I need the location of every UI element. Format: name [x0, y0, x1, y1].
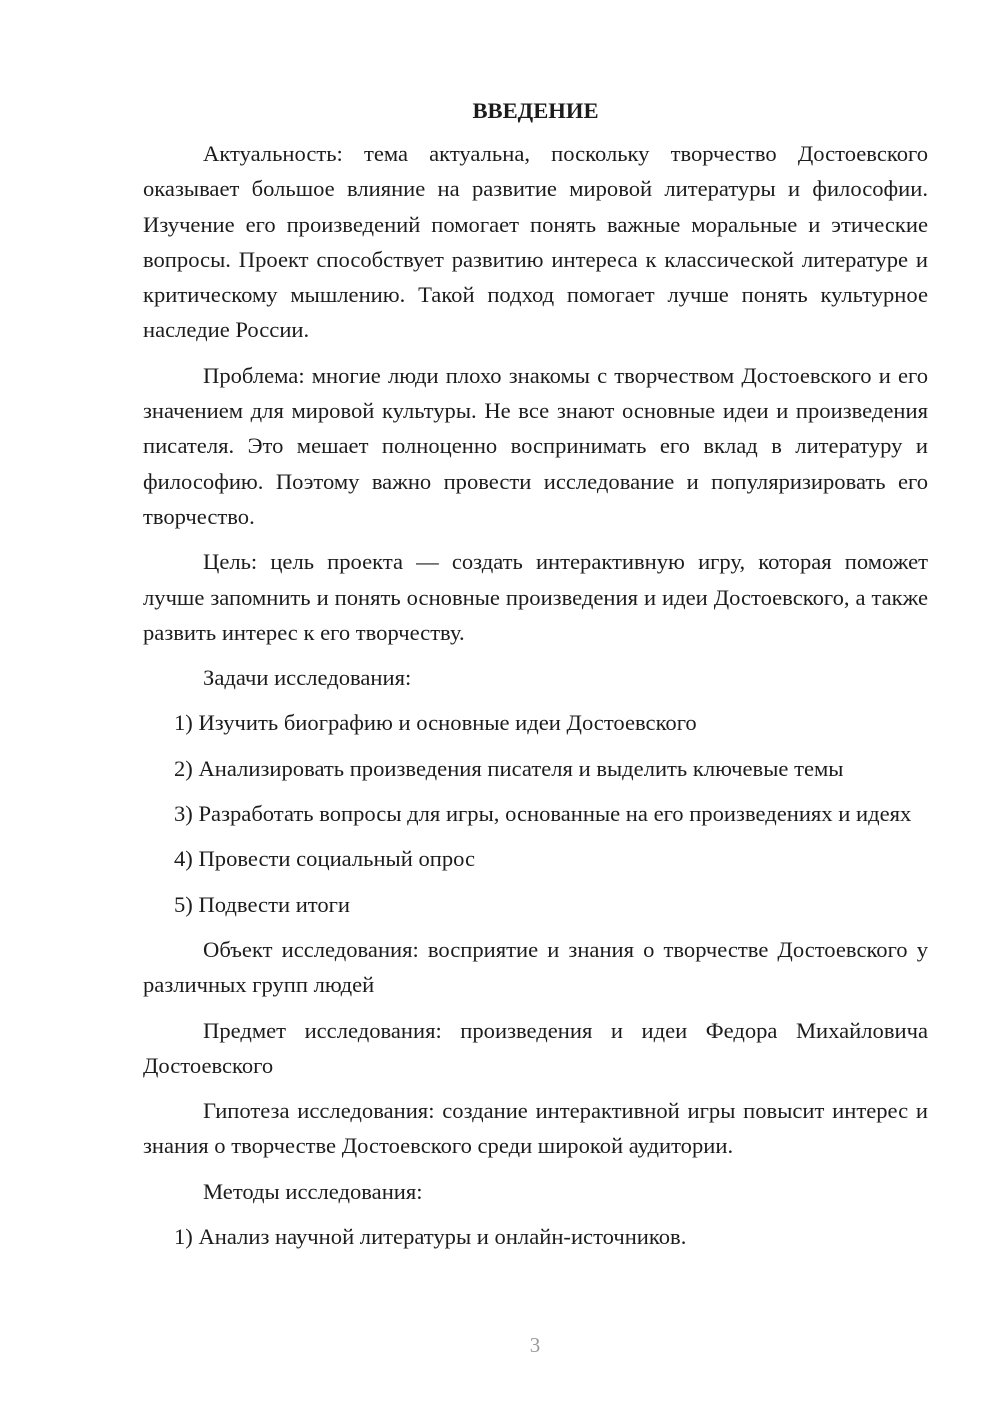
goal-paragraph: Цель: цель проекта — создать интерактивную игру, которая поможет лучше запомнить и понять основные произведения и идеи Достоевского, а также развить интерес к его творчеству. — [143, 549, 928, 645]
task-item: 1) Изучить биографию и основные идеи Достоевского — [174, 710, 697, 736]
relevance-paragraph: Актуальность: тема актуальна, поскольку творчество Достоевского оказывает большое влияние на развитие мировой литературы и философии. Изучение его произведений помогает понять важные моральные и этические вопросы. Проект способствует развитию интереса к классической литературе и критическому мышлению. Такой подход помогает лучше понять культурное наследие России. — [143, 141, 928, 343]
page-number: 3 — [529, 1333, 541, 1357]
page-content — [143, 96, 928, 1264]
section-title: ВВЕДЕНИЕ — [472, 98, 599, 123]
task-item: 3) Разработать вопросы для игры, основанные на его произведениях и идеях — [174, 801, 912, 827]
object-paragraph: Объект исследования: восприятие и знания о творчестве Достоевского у различных групп людей — [143, 936, 928, 998]
hypothesis-paragraph: Гипотеза исследования: создание интерактивной игры повысит интерес и знания о творчестве Достоевского среди широкой аудитории. — [143, 1098, 928, 1159]
task-item: 4) Провести социальный опрос — [174, 846, 476, 872]
methods-list — [143, 1219, 928, 1254]
methods-heading: Методы исследования: — [203, 1178, 423, 1204]
tasks-list — [143, 705, 928, 921]
tasks-heading: Задачи исследования: — [203, 665, 412, 691]
problem-paragraph: Проблема: многие люди плохо знакомы с творчеством Достоевского и его значением для мировой культуры. Не все знают основные идеи и произведения писателя. Это мешает полноценно воспринимать его вклад в литературу и философию. Поэтому важно провести исследование и популяризировать его творчество. — [143, 362, 928, 529]
task-item: 5) Подвести итоги — [174, 891, 351, 917]
subject-paragraph: Предмет исследования: произведения и идеи Федора Михайловича Достоевского — [143, 1017, 928, 1078]
method-item: 1) Анализ научной литературы и онлайн-источников. — [174, 1224, 687, 1250]
task-item: 2) Анализировать произведения писателя и выделить ключевые темы — [174, 755, 844, 781]
